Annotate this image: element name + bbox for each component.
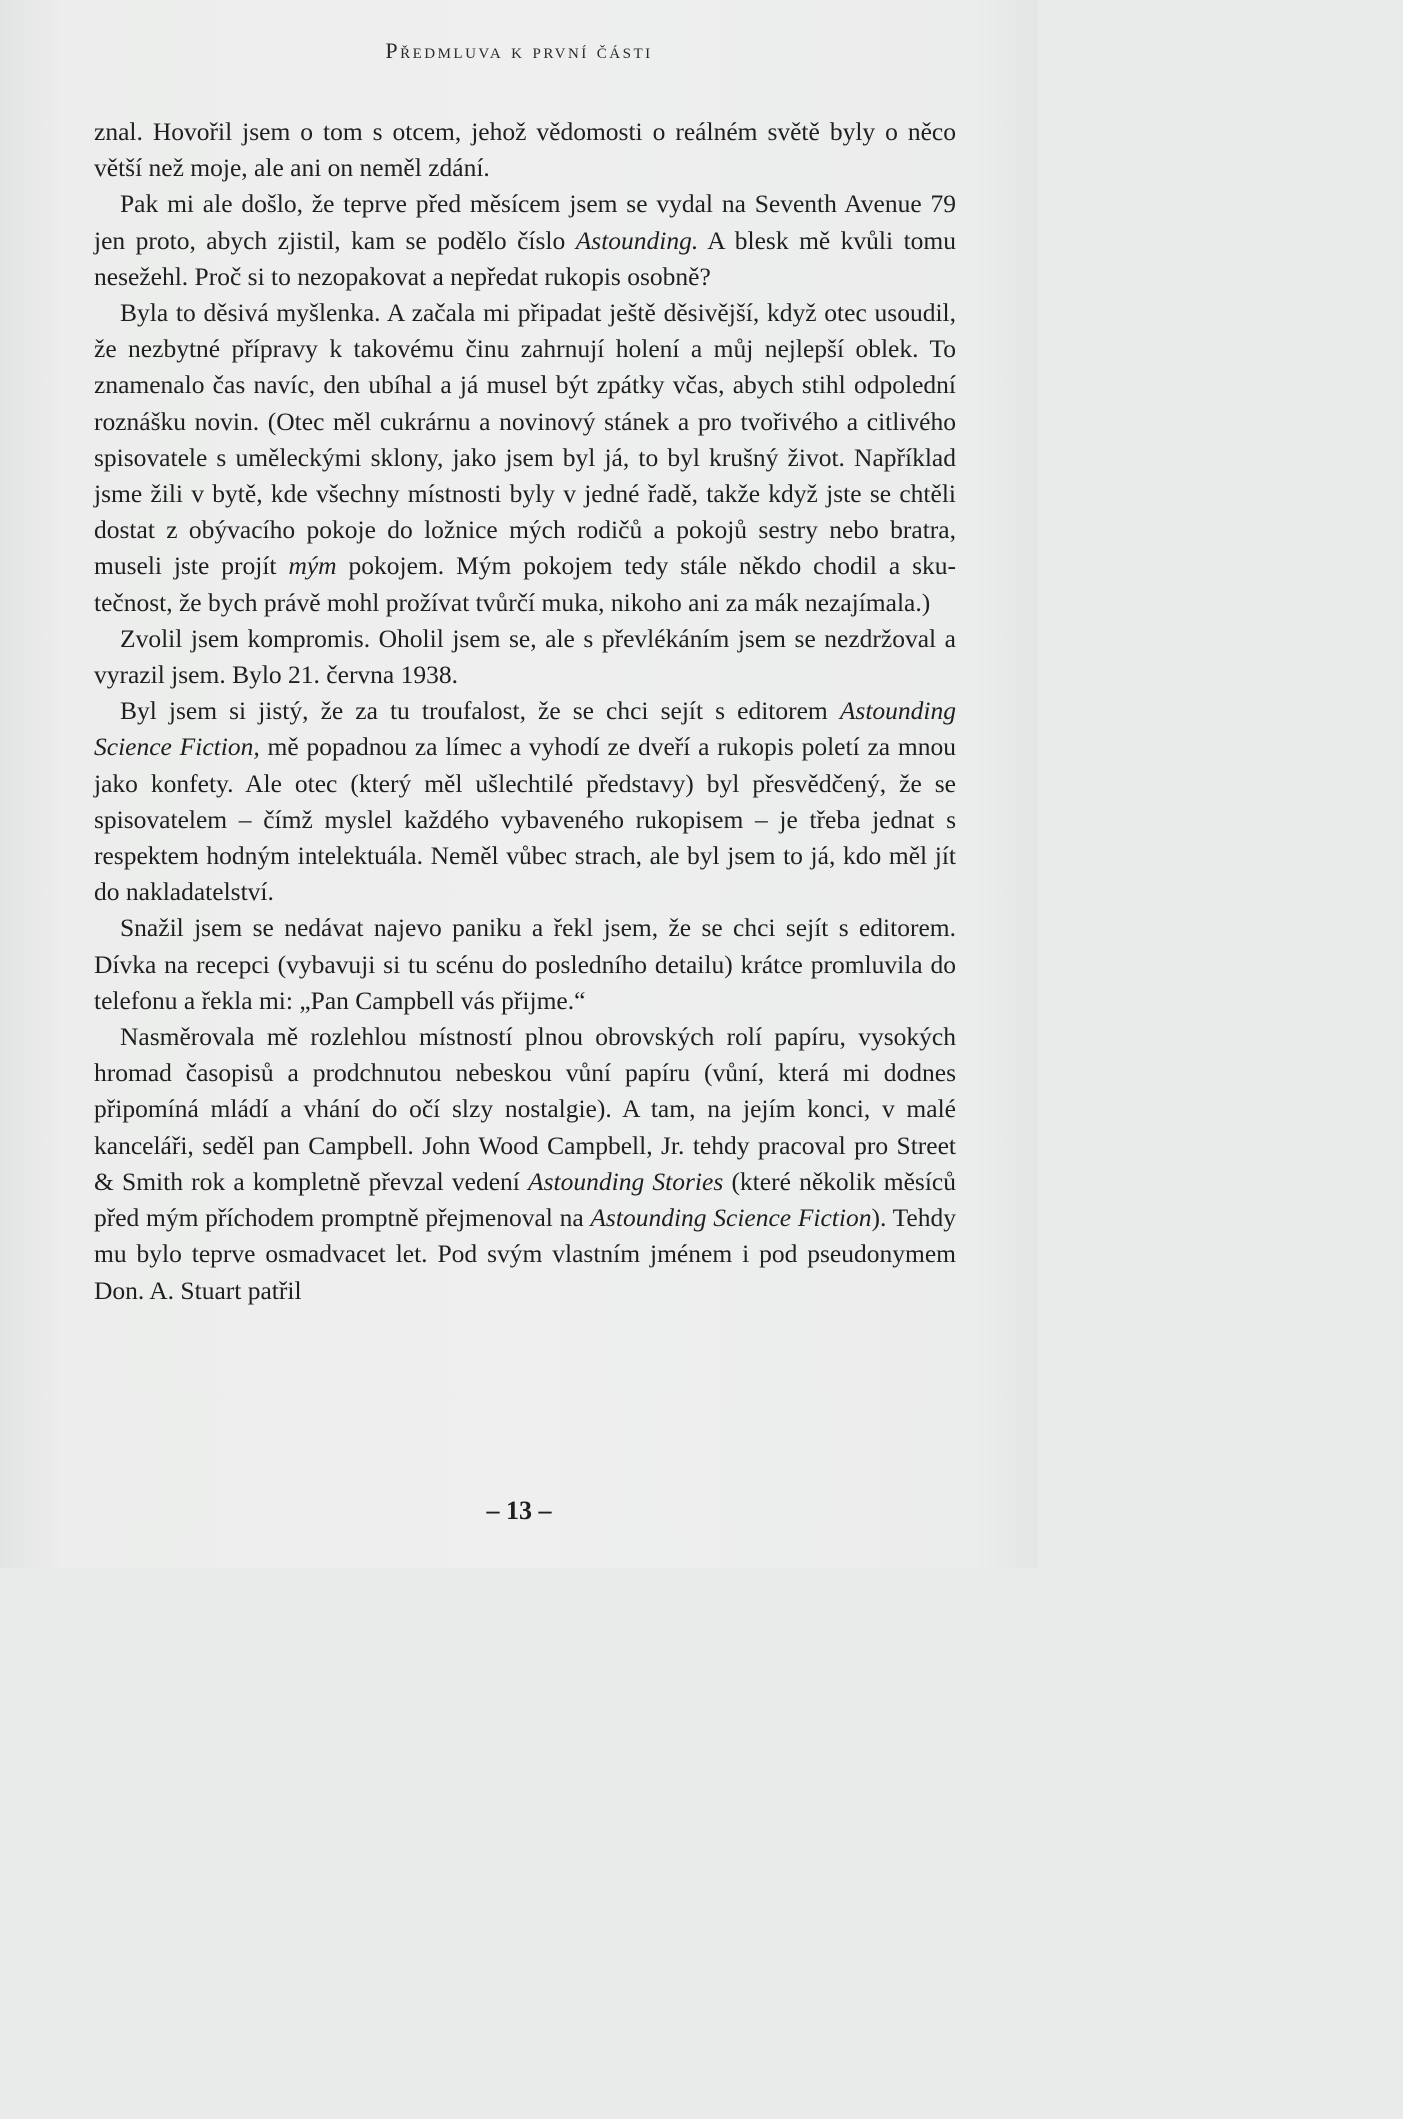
text-run: A blesk mě kvůli tomu nesežehl. Proč si to nezopakovat a nepředat rukopis osobně? bbox=[94, 225, 956, 291]
text-run: Byla to děsivá myšlenka. A začala mi připadat ještě děsivější, když otec usoudil, že nezbytné přípravy k takovému činu zahrnují holení a můj nejlepší oblek. To znamenalo čas navíc, den ubíhal a já musel být zpátky včas, abych stihl odpolední roznášku novin. (Otec měl cukrárnu a novinový stánek a pro tvořivého a citlivého spisovatele s uměleckými sklony, jako jsem byl já, to byl krušný život. Například jsme žili v bytě, kde všechny místnosti byly v jedné řadě, takže když jste se chtěli dostat z obývacího pokoje do ložnice mých rodičů a pokojů sestry nebo bratra, museli jste projít bbox=[94, 298, 956, 581]
text-run: Nasměrovala mě rozlehlou místností plnou obrovských rolí papíru, vysokých hromad časopisů a prodchnutou nebeskou vůní papíru (vůní, která mi dodnes připomíná mládí a vhání do očí slzy nostalgie). A tam, na jejím konci, v malé kanceláři, seděl pan Campbell. John Wood Campbell, Jr. tehdy pracoval pro Street & Smith rok a kompletně převzal vedení bbox=[94, 1022, 956, 1196]
body-text bbox=[94, 114, 956, 1309]
paragraph bbox=[94, 1019, 956, 1309]
paragraph bbox=[94, 114, 956, 186]
text-run: Zvolil jsem kompromis. Oholil jsem se, ale s převlékáním jsem se nezdržoval a vyrazil jsem. Bylo 21. června 1938. bbox=[94, 623, 956, 690]
text-run: Pak mi ale došlo, že teprve před měsícem jsem se vydal na Seventh Avenue 79 jen proto, abych zjistil, kam se podělo číslo bbox=[94, 189, 956, 255]
text-run: ). Tehdy mu bylo teprve osmadvacet let. Pod svým vlastním jménem i pod pseudonymem Don. A. Stuart patřil bbox=[94, 1203, 956, 1305]
running-head: Předmluva k první části bbox=[385, 38, 653, 63]
italic-emphasis: mým bbox=[288, 551, 337, 581]
italic-title: Astounding. bbox=[575, 225, 699, 255]
text-run: pokojem. Mým pokojem tedy stále někdo chodil a skutečnost, že bych právě mohl prožívat tvůrčí muka, nikoho ani za mák nezajímala.) bbox=[94, 551, 957, 617]
text-run: Byl jsem si jistý, že za tu troufalost, že se chci sejít s editorem bbox=[120, 696, 840, 726]
italic-title: Astounding Science Fiction bbox=[590, 1203, 872, 1233]
paragraph bbox=[94, 186, 956, 295]
paragraph bbox=[94, 295, 956, 621]
text-run: mě popadnou za límec a vyhodí ze dveří a rukopis poletí za mnou jako konfety. Ale otec (který měl ušlechtilé představy) byl přesvědčený, že se spisovatelem – čímž myslel každého vybaveného rukopisem – je třeba jednat s respektem hodným intelektuála. Neměl vůbec strach, ale byl jsem to já, kdo měl jít do nakladatelství. bbox=[94, 732, 957, 907]
paragraph bbox=[94, 910, 956, 1019]
text-run: (které několik měsíců před mým příchodem promptně přejmenoval na bbox=[94, 1166, 956, 1233]
text-run: znal. Hovořil jsem o tom s otcem, jehož vědomosti o reálném světě byly o něco větší než moje, ale ani on neměl zdání. bbox=[94, 117, 956, 183]
italic-title: Astounding Science Fiction, bbox=[94, 696, 956, 762]
paragraph bbox=[94, 693, 956, 910]
text-run: Snažil jsem se nedávat najevo paniku a řekl jsem, že se chci sejít s editorem. Dívka na recepci (vybavuji si tu scénu do posledního detailu) krátce promluvila do telefonu a řekla mi: „Pan Campbell vás přijme.“ bbox=[94, 913, 956, 1015]
italic-title: Astounding Stories bbox=[528, 1166, 724, 1196]
paragraph bbox=[94, 621, 956, 693]
page-number: – 13 – bbox=[486, 1496, 552, 1525]
